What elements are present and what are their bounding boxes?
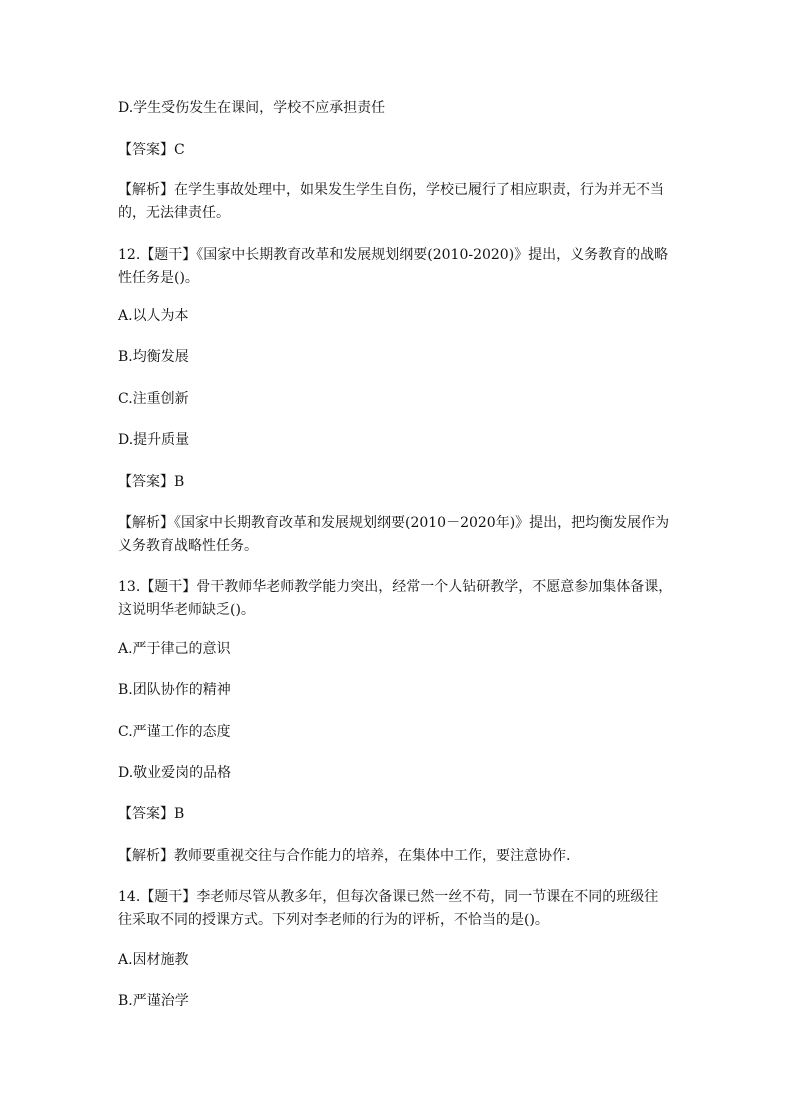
q13-stem bbox=[118, 576, 678, 622]
q12-analysis-line-2: 义务教育战略性任务。 bbox=[118, 538, 258, 554]
q13-option-a: A.严于律己的意识 bbox=[118, 641, 231, 657]
q12-option-d: D.提升质量 bbox=[118, 432, 190, 448]
q12-stem-line-2: 性任务是()。 bbox=[118, 270, 199, 286]
q11-analysis-line-2: 的，无法律责任。 bbox=[118, 205, 230, 221]
q14-stem bbox=[118, 886, 678, 932]
q13-stem-line-2: 这说明华老师缺乏()。 bbox=[118, 602, 255, 618]
q12-option-b: B.均衡发展 bbox=[118, 349, 189, 365]
q14-option-a: A.因材施教 bbox=[118, 952, 189, 968]
q13-analysis: 【解析】教师要重视交往与合作能力的培养，在集体中工作，要注意协作. bbox=[118, 848, 571, 864]
q14-option-b: B.严谨治学 bbox=[118, 993, 189, 1009]
q14-stem-line-1: 14.【题干】李老师尽管从教多年，但每次备课已然一丝不苟，同一节课在不同的班级往 bbox=[118, 889, 659, 905]
q12-stem-line-1: 12.【题干】《国家中长期教育改革和发展规划纲要(2010-2020)》提出，义务教育的战略 bbox=[118, 247, 669, 263]
q12-analysis bbox=[118, 512, 678, 558]
q13-stem-line-1: 13.【题干】骨干教师华老师教学能力突出，经常一个人钻研教学，不愿意参加集体备课， bbox=[118, 579, 673, 595]
q13-option-d: D.敬业爱岗的品格 bbox=[118, 765, 232, 781]
q11-answer: 【答案】C bbox=[118, 142, 185, 158]
q11-option-d: D.学生受伤发生在课间，学校不应承担责任 bbox=[118, 100, 386, 116]
q12-analysis-line-1: 【解析】《国家中长期教育改革和发展规划纲要(2010－2020年)》提出，把均衡发展作为 bbox=[118, 515, 670, 531]
q12-option-c: C.注重创新 bbox=[118, 391, 189, 407]
q12-answer: 【答案】B bbox=[118, 474, 185, 490]
q12-option-a: A.以人为本 bbox=[118, 308, 189, 324]
q12-stem bbox=[118, 244, 678, 290]
q13-option-c: C.严谨工作的态度 bbox=[118, 724, 231, 740]
q11-analysis bbox=[118, 179, 678, 225]
q13-answer: 【答案】B bbox=[118, 806, 185, 822]
q11-analysis-line-1: 【解析】在学生事故处理中，如果发生学生自伤，学校已履行了相应职责，行为并无不当 bbox=[118, 182, 664, 198]
q14-stem-line-2: 往采取不同的授课方式。下列对李老师的行为的评析，不恰当的是()。 bbox=[118, 912, 549, 928]
q13-option-b: B.团队协作的精神 bbox=[118, 682, 231, 698]
